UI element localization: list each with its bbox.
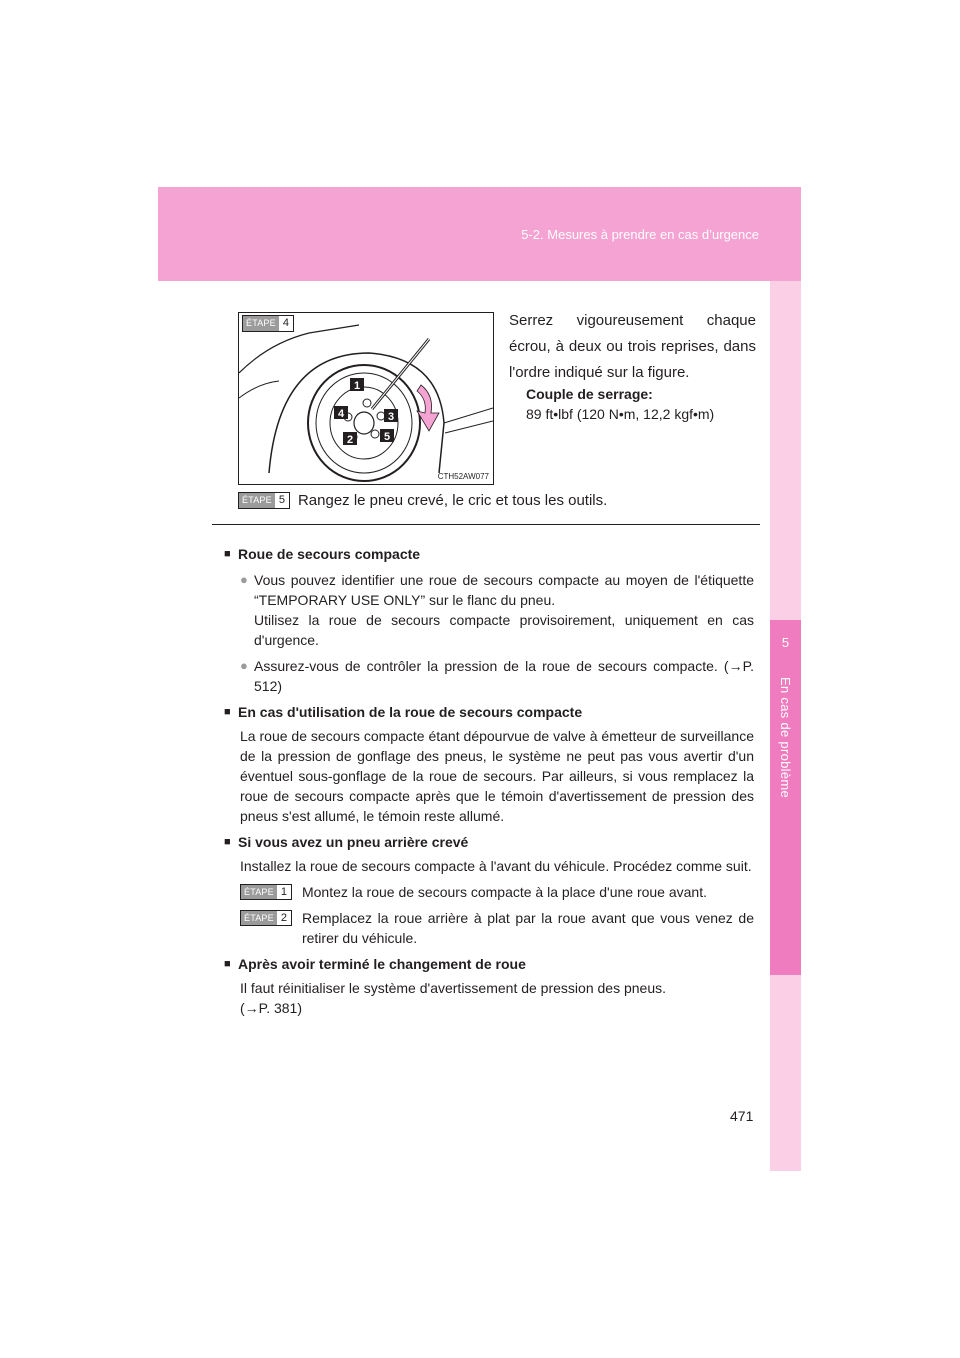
paragraph: Installez la roue de secours compacte à l'avant du véhicule. Procédez comme suit. xyxy=(240,858,752,874)
section-title: ■ Après avoir terminé le changement de roue xyxy=(224,956,526,972)
chapter-label: En cas de problème xyxy=(778,677,793,799)
svg-text:2: 2 xyxy=(346,434,354,446)
step-badge-4: ÉTAPE 4 xyxy=(242,315,294,332)
page-number: 471 xyxy=(730,1108,754,1124)
section-title: ■ Roue de secours compacte xyxy=(224,546,421,562)
circle-bullet-icon: ● xyxy=(240,572,248,587)
chapter-tab[interactable] xyxy=(770,620,801,975)
step4-instruction: Serrez vigoureusement chaque écrou, à deux ou trois reprises, dans l'ordre indiqué sur la figure. xyxy=(509,312,756,381)
step5-row xyxy=(238,492,758,509)
square-bullet-icon: ■ xyxy=(224,548,231,560)
chapter-number: 5 xyxy=(781,635,790,650)
section-divider xyxy=(212,524,760,525)
page-reference-link[interactable]: (→P. 381) xyxy=(240,1000,302,1016)
torque-value: 89 ft•lbf (120 N•m, 12,2 kgf•m) xyxy=(526,406,715,422)
torque-label: Couple de serrage: xyxy=(526,386,653,402)
step5-text: Rangez le pneu crevé, le cric et tous les outils. xyxy=(297,492,608,509)
paragraph: Il faut réinitialiser le système d'avertissement de pression des pneus. (→P. 381) xyxy=(240,978,754,1018)
step-badge-5: ÉTAPE 5 xyxy=(238,492,290,509)
step-badge-1: ÉTAPE 1 xyxy=(240,884,292,900)
circle-bullet-icon: ● xyxy=(240,658,248,673)
section-title: ■ En cas d'utilisation de la roue de secours compacte xyxy=(224,704,583,720)
list-item: ● Assurez-vous de contrôler la pression de la roue de secours compacte. (→P. 512) xyxy=(240,658,754,694)
svg-text:3: 3 xyxy=(387,411,395,423)
svg-text:1: 1 xyxy=(353,380,361,392)
square-bullet-icon: ■ xyxy=(224,706,231,718)
section-title: ■ Si vous avez un pneu arrière crevé xyxy=(224,834,469,850)
paragraph: La roue de secours compacte étant dépourvue de valve à émetteur de surveillance de la pression de gonflage des pneus, le système ne peut pas vous avertir d'un éventuel sous-gonflage de la roue de secours. Par ailleurs, si vous remplacez la roue de secours compacte après que le témoin d'avertissement de pression des pneus s'est allumé, le témoin reste allumé. xyxy=(240,728,754,824)
section-header: 5-2. Mesures à prendre en cas d’urgence xyxy=(521,227,759,242)
list-item: ● Vous pouvez identifier une roue de secours compacte au moyen de l'étiquette “TEMPORARY USE ONLY” sur le flanc du pneu. Utilisez la roue de secours compacte provisoirement, uniquement en cas d'urgence. xyxy=(240,572,754,648)
sub-step-2: ÉTAPE 2 Remplacez la roue arrière à plat par la roue avant que vous venez de retirer du véhicule. xyxy=(240,908,754,948)
svg-text:4: 4 xyxy=(337,408,345,420)
torque-spec xyxy=(526,384,756,424)
square-bullet-icon: ■ xyxy=(224,836,231,848)
svg-text:5: 5 xyxy=(383,431,391,443)
sub-step-1: ÉTAPE 1 Montez la roue de secours compacte à la place d'une roue avant. xyxy=(240,882,754,902)
step-badge-2: ÉTAPE 2 xyxy=(240,910,292,926)
notes-body xyxy=(224,540,754,1018)
header-band xyxy=(158,187,801,281)
wheel-illustration xyxy=(239,313,493,484)
wheel-nut-figure xyxy=(238,312,494,485)
figure-code: CTH52AW077 xyxy=(437,472,489,481)
square-bullet-icon: ■ xyxy=(224,958,231,970)
